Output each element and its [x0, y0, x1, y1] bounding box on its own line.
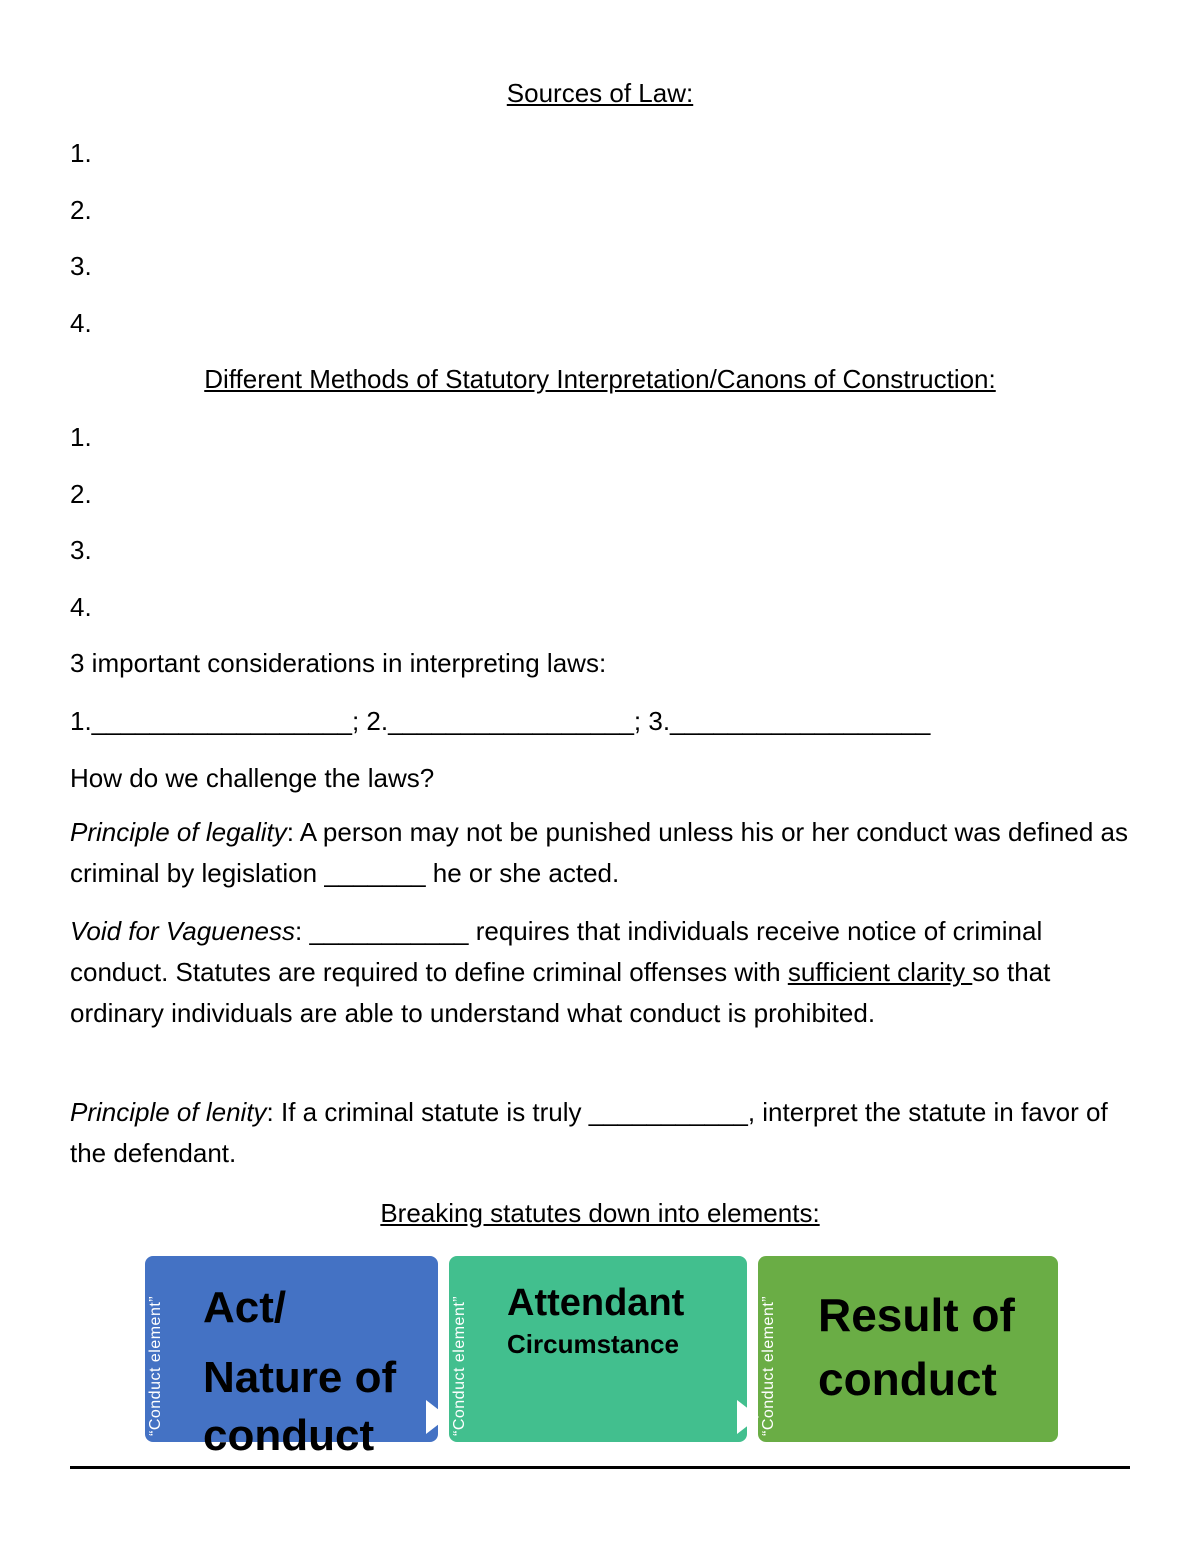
legality-text: : A person may not be punished unless his or her conduct was defined as criminal by legislation _______ he or she acted. — [70, 817, 1128, 888]
lenity-text: : If a criminal statute is truly ___________, interpret the statute in favor of the defendant. — [70, 1097, 1108, 1168]
arrow-right-icon — [426, 1400, 448, 1434]
vagueness-paragraph — [70, 911, 1140, 1034]
methods-item-2: 2. — [70, 479, 92, 509]
box1-line1: Act/ — [203, 1283, 287, 1332]
elements-heading: Breaking statutes down into elements: — [380, 1198, 820, 1228]
box3-line1: Result of — [818, 1289, 1015, 1341]
vagueness-underlined: sufficient clarity — [787, 957, 973, 987]
legality-term: Principle of legality — [70, 817, 287, 847]
methods-heading: Different Methods of Statutory Interpretation/Canons of Construction: — [204, 364, 996, 394]
conduct-element-label: “Conduct element” — [147, 1295, 164, 1436]
act-nature-of-conduct-box — [145, 1256, 438, 1460]
sources-item-4: 4. — [70, 308, 92, 338]
lenity-term: Principle of lenity — [70, 1097, 267, 1127]
conduct-element-label: “Conduct element” — [451, 1295, 468, 1436]
arrow-right-icon — [737, 1400, 759, 1434]
sources-item-3: 3. — [70, 251, 92, 281]
methods-item-3: 3. — [70, 535, 92, 565]
considerations-blanks: 1.__________________; 2._________________; 3.__________________ — [70, 706, 931, 736]
conduct-element-label: “Conduct element” — [760, 1295, 777, 1436]
box2-line2: Circumstance — [507, 1329, 679, 1359]
vagueness-text-before: : ___________ requires that individuals receive notice of criminal conduct. Statutes are required to define criminal offenses with — [70, 916, 1043, 987]
sources-of-law-heading: Sources of Law: — [506, 78, 694, 108]
bottom-divider — [70, 1466, 1130, 1469]
box3-line2: conduct — [818, 1353, 997, 1405]
lenity-paragraph — [70, 1092, 1140, 1174]
legality-paragraph — [70, 812, 1140, 894]
sources-item-1: 1. — [70, 138, 92, 168]
methods-item-1: 1. — [70, 422, 92, 452]
box2-line1: Attendant — [507, 1282, 685, 1324]
box1-line2: Nature of — [203, 1353, 397, 1402]
methods-item-4: 4. — [70, 592, 92, 622]
considerations-heading: 3 important considerations in interpreting laws: — [70, 648, 607, 678]
vagueness-term: Void for Vagueness — [70, 916, 295, 946]
challenge-question: How do we challenge the laws? — [70, 763, 435, 793]
attendant-circumstance-box — [449, 1256, 747, 1442]
box1-line3: conduct — [203, 1411, 375, 1460]
sources-item-2: 2. — [70, 195, 92, 225]
result-of-conduct-box — [758, 1256, 1058, 1442]
vagueness-text-after: so that ordinary individuals are able to understand what conduct is prohibited. — [70, 957, 1051, 1028]
